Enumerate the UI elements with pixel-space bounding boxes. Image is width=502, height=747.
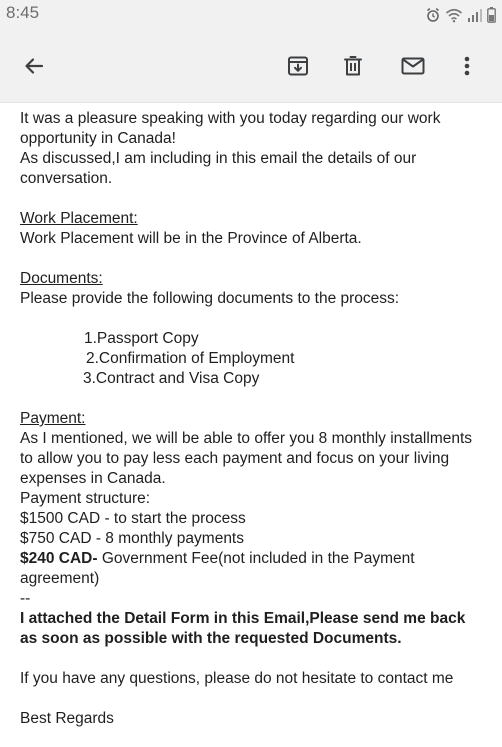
payment-text: As I mentioned, we will be able to offer you 8 monthly installments to allow you to pay less each payment and focus on your living expenses in Canada. xyxy=(20,430,473,487)
attachment-note: I attached the Detail Form in this Email,Please send me back as soon as possible with the requested Documents. xyxy=(20,610,466,647)
payment-heading: Payment: xyxy=(20,410,86,427)
back-arrow-icon[interactable] xyxy=(16,48,52,84)
email-body xyxy=(20,109,485,729)
government-fee-text: Government Fee(not included in the Payment agreement) xyxy=(20,550,415,587)
payment-line-1: $1500 CAD - to start the process xyxy=(20,510,246,527)
questions-text: If you have any questions, please do not hesitate to contact me xyxy=(20,670,454,687)
government-fee-amount: $240 CAD- xyxy=(20,550,98,567)
intro-line-2: As discussed,I am including in this email the details of our conversation. xyxy=(20,150,417,187)
toolbar xyxy=(0,30,502,103)
delete-icon[interactable] xyxy=(335,48,371,84)
battery-icon xyxy=(487,7,496,23)
document-item: 2.Confirmation of Employment xyxy=(86,350,295,367)
work-placement-heading: Work Placement: xyxy=(20,210,138,227)
signature-separator: -- xyxy=(20,590,31,607)
mark-unread-icon[interactable] xyxy=(395,48,431,84)
status-bar xyxy=(0,0,502,30)
payment-line-2: $750 CAD - 8 monthly payments xyxy=(20,530,244,547)
signal-icon xyxy=(467,7,483,23)
document-item: 3.Contract and Visa Copy xyxy=(83,370,260,387)
document-item: 1.Passport Copy xyxy=(84,330,199,347)
status-icons xyxy=(425,6,496,24)
payment-structure-label: Payment structure: xyxy=(20,490,151,507)
more-vert-icon[interactable] xyxy=(449,48,485,84)
status-time: 8:45 xyxy=(6,3,40,22)
work-placement-text: Work Placement will be in the Province of Alberta. xyxy=(20,230,362,247)
alarm-icon xyxy=(425,7,441,23)
payment-line-3 xyxy=(20,549,485,589)
documents-heading: Documents: xyxy=(20,270,103,287)
sign-off: Best Regards xyxy=(20,710,114,727)
intro-line-1: It was a pleasure speaking with you today regarding our work opportunity in Canada! xyxy=(20,110,441,147)
wifi-icon xyxy=(445,7,463,23)
documents-text: Please provide the following documents to the process: xyxy=(20,290,400,307)
archive-icon[interactable] xyxy=(280,48,316,84)
